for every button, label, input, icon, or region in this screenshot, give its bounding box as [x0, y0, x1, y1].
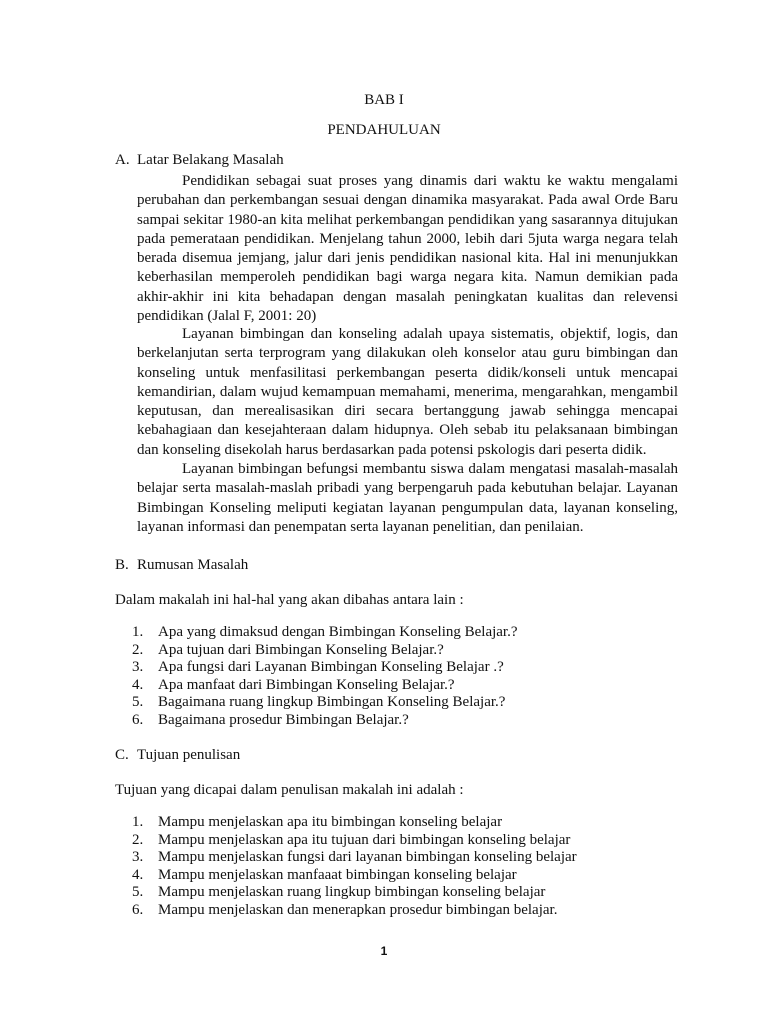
paragraph-2	[137, 325, 678, 460]
section-a-letter: A.	[115, 152, 130, 168]
list-text: Apa fungsi dari Layanan Bimbingan Konseling Belajar .?	[158, 659, 504, 676]
list-number: 4.	[132, 676, 144, 693]
section-b-intro: Dalam makalah ini hal-hal yang akan dibahas antara lain :	[115, 592, 464, 608]
section-b-title: Rumusan Masalah	[137, 557, 249, 573]
list-text: Mampu menjelaskan fungsi dari layanan bimbingan konseling belajar	[158, 849, 577, 866]
goal-list	[115, 814, 577, 920]
page-number: 1	[380, 944, 388, 958]
list-number: 1.	[132, 814, 144, 830]
list-number: 6.	[132, 711, 144, 728]
list-number: 3.	[132, 849, 144, 866]
list-text: Mampu menjelaskan manfaaat bimbingan konseling belajar	[158, 866, 517, 883]
list-item	[115, 677, 518, 695]
paragraph-3-text: Layanan bimbingan befungsi membantu siswa dalam mengatasi masalah-masalah belajar serta masalah-maslah pribadi yang berpengaruh pada kebutuhan belajar. Layanan Bimbingan Konseling meliputi kegiatan layanan pengumpulan data, layanan konseling, layanan informasi dan penempatan serta layanan penelitian, dan penilaian.	[137, 461, 678, 535]
section-c-letter: C.	[115, 747, 129, 763]
list-number: 2.	[132, 831, 144, 848]
list-item	[115, 902, 577, 920]
list-number: 6.	[132, 901, 144, 918]
section-c-title: Tujuan penulisan	[137, 747, 241, 763]
list-number: 3.	[132, 659, 144, 676]
paragraph-3	[137, 460, 678, 537]
list-number: 4.	[132, 866, 144, 883]
list-item	[115, 884, 577, 902]
section-c-heading	[115, 747, 240, 764]
list-text: Apa manfaat dari Bimbingan Konseling Belajar.?	[158, 676, 455, 693]
paragraph-2-text: Layanan bimbingan dan konseling adalah upaya sistematis, objektif, logis, dan berkelanjutan serta terprogram yang dilakukan oleh konselor atau guru bimbingan dan konseling untuk menfasilitasi perkembangan peserta didik/konseli untuk mencapai kemandirian, dalam wujud kemampuan memahami, menerima, mengarahkan, mengambil keputusan, dan merealisasikan diri secara bertanggung jawab sehingga mencapai kebahagiaan dan kesejahteraan dalam hidupnya. Oleh sebab itu pelaksanaan bimbingan dan konseling disekolah harus berdasarkan pada potensi pskologis dari peserta didik.	[137, 326, 678, 458]
list-text: Mampu menjelaskan dan menerapkan prosedur bimbingan belajar.	[158, 901, 558, 918]
paragraph-1-text: Pendidikan sebagai suat proses yang dinamis dari waktu ke waktu mengalami perubahan dan perkembangan sesuai dengan dinamika masyarakat. Pada awal Orde Baru sampai sekitar 1980-an kita melihat perkembangan pendidikan yang sasarannya ditujukan pada pemerataan pendidikan. Menjelang tahun 2000, lebih dari 5juta warga negara telah berada disemua jemjang, jalur dari jenis pendidikan nasional kita. Hal ini menunjukkan keberhasilan memperoleh pendidikan bagi warga negara kita. Namun demikian pada akhir-akhir ini kita behadapan dengan masalah peningkatan kualitas dan relevensi pendidikan (Jalal F, 2001: 20)	[137, 173, 678, 325]
list-item	[115, 642, 518, 660]
paragraph-1	[137, 172, 678, 326]
list-text: Mampu menjelaskan apa itu bimbingan konseling belajar	[158, 814, 503, 830]
list-item	[115, 624, 518, 642]
chapter-number: BAB I	[364, 92, 404, 108]
list-item	[115, 867, 577, 885]
list-item	[115, 694, 518, 712]
problem-list	[115, 624, 518, 730]
list-number: 5.	[132, 884, 144, 901]
section-c-intro: Tujuan yang dicapai dalam penulisan makalah ini adalah :	[115, 782, 464, 798]
list-item	[115, 849, 577, 867]
list-item	[115, 832, 577, 850]
list-text: Apa tujuan dari Bimbingan Konseling Belajar.?	[158, 641, 444, 658]
list-text: Mampu menjelaskan ruang lingkup bimbingan konseling belajar	[158, 884, 546, 901]
section-a-heading	[115, 152, 284, 169]
section-b-letter: B.	[115, 557, 129, 573]
list-number: 5.	[132, 694, 144, 711]
list-item	[115, 814, 577, 832]
section-b-heading	[115, 557, 248, 574]
list-text: Mampu menjelaskan apa itu tujuan dari bimbingan konseling belajar	[158, 831, 571, 848]
list-item	[115, 712, 518, 730]
list-number: 2.	[132, 641, 144, 658]
list-text: Apa yang dimaksud dengan Bimbingan Konseling Belajar.?	[158, 624, 518, 640]
section-a-title: Latar Belakang Masalah	[137, 152, 284, 168]
list-text: Bagaimana ruang lingkup Bimbingan Konseling Belajar.?	[158, 694, 506, 711]
list-item	[115, 659, 518, 677]
list-text: Bagaimana prosedur Bimbingan Belajar.?	[158, 711, 409, 728]
chapter-title: PENDAHULUAN	[327, 122, 441, 138]
list-number: 1.	[132, 624, 144, 640]
